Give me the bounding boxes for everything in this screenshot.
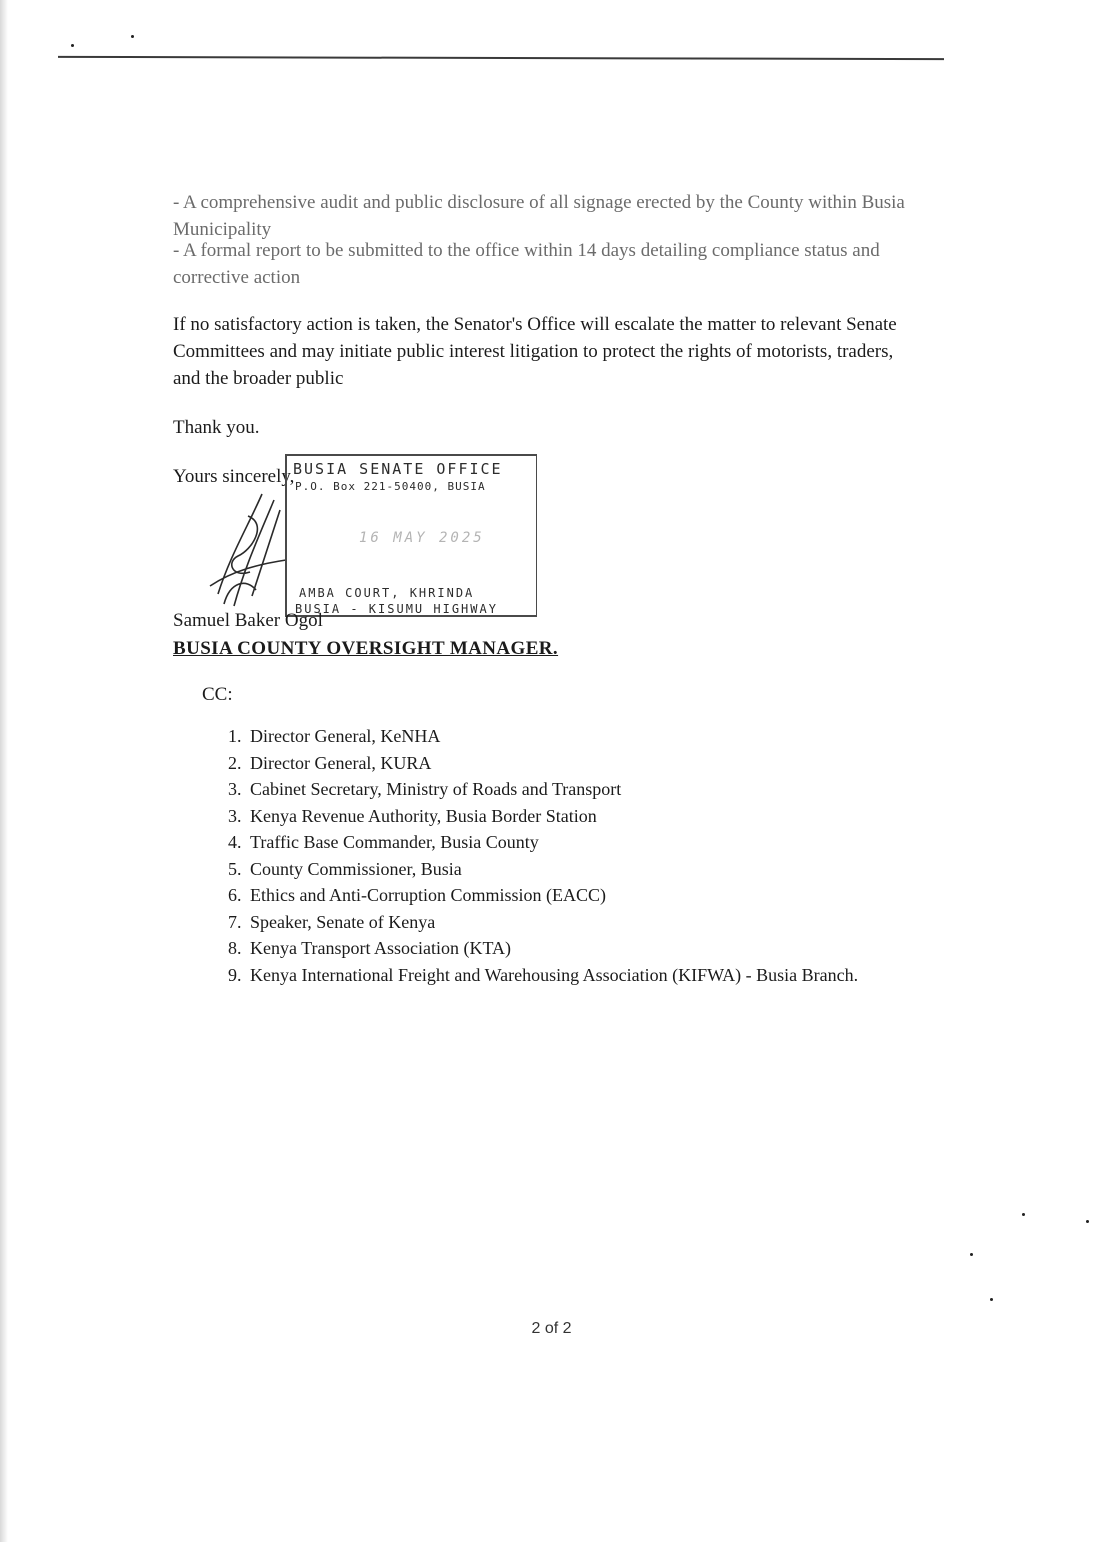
stamp-court: AMBA COURT, KHRINDA [299, 586, 475, 600]
scan-speck [1022, 1213, 1025, 1216]
header-rule [58, 56, 944, 60]
cc-item [228, 726, 858, 753]
cc-item [228, 938, 858, 965]
cc-item [228, 753, 858, 780]
signature-strokes [210, 494, 286, 606]
cc-item-text: Cabinet Secretary, Ministry of Roads and Transport [250, 779, 622, 799]
cc-item-text: Director General, KeNHA [250, 726, 441, 746]
cc-item-text: Kenya Transport Association (KTA) [250, 938, 512, 958]
cc-item-text: Traffic Base Commander, Busia County [250, 832, 539, 852]
scan-speck [71, 44, 74, 47]
closing-salutation: Yours sincerely, [173, 466, 295, 487]
cc-item-number: 9. [228, 964, 242, 985]
cc-list [228, 726, 858, 991]
signatory-title: BUSIA COUNTY OVERSIGHT MANAGER. [173, 638, 559, 659]
thank-you: Thank you. [173, 417, 260, 438]
scan-speck [970, 1253, 973, 1256]
cc-item-text: County Commissioner, Busia [250, 858, 462, 879]
cc-item-number: 5. [228, 858, 242, 879]
stamp-date: 16 MAY 2025 [359, 530, 485, 546]
bullet-report: - A formal report to be submitted to the office within 14 days detailing compliance status and corrective action [173, 240, 880, 288]
cc-item-text: Kenya Revenue Authority, Busia Border Station [250, 805, 597, 826]
scan-speck [131, 35, 134, 38]
bullet-audit: - A comprehensive audit and public disclosure of all signage erected by the County within Busia Municipality [173, 192, 905, 240]
cc-item [228, 859, 858, 886]
scan-edge-shadow [0, 0, 8, 1542]
escalation-paragraph: If no satisfactory action is taken, the Senator's Office will escalate the matter to relevant Senate Committees and may initiate public interest litigation to protect the rights of motorists, traders, and the broader public [173, 314, 897, 389]
cc-item-number: 7. [228, 911, 242, 932]
cc-item-text: Speaker, Senate of Kenya [250, 911, 436, 932]
cc-item-text: Ethics and Anti-Corruption Commission (EACC) [250, 885, 606, 905]
cc-item [228, 965, 858, 992]
cc-item-text: Director General, KURA [250, 752, 432, 773]
cc-item [228, 779, 858, 806]
signatory-name: Samuel Baker Ogol [173, 610, 323, 631]
stamp-office-name: BUSIA SENATE OFFICE [293, 460, 503, 478]
cc-item-number: 8. [228, 938, 242, 958]
cc-item [228, 885, 858, 912]
cc-item-number: 3. [228, 805, 242, 826]
cc-item-number: 1. [228, 726, 242, 746]
office-stamp [285, 454, 537, 617]
cc-item [228, 806, 858, 833]
cc-item-text: Kenya International Freight and Warehousing Association (KIFWA) - Busia Branch. [250, 964, 859, 985]
cc-item-number: 6. [228, 885, 242, 905]
cc-item-number: 4. [228, 832, 242, 852]
cc-label: CC: [202, 684, 233, 705]
cc-item-number: 2. [228, 752, 242, 773]
scan-speck [990, 1298, 993, 1301]
cc-item-number: 3. [228, 779, 242, 799]
scan-speck [1086, 1220, 1089, 1223]
cc-item [228, 832, 858, 859]
cc-item [228, 912, 858, 939]
stamp-po-box: P.O. Box 221-50400, BUSIA [295, 480, 486, 493]
stamp-highway: BUSIA - KISUMU HIGHWAY [295, 602, 498, 616]
page-number: 2 of 2 [531, 1320, 572, 1337]
